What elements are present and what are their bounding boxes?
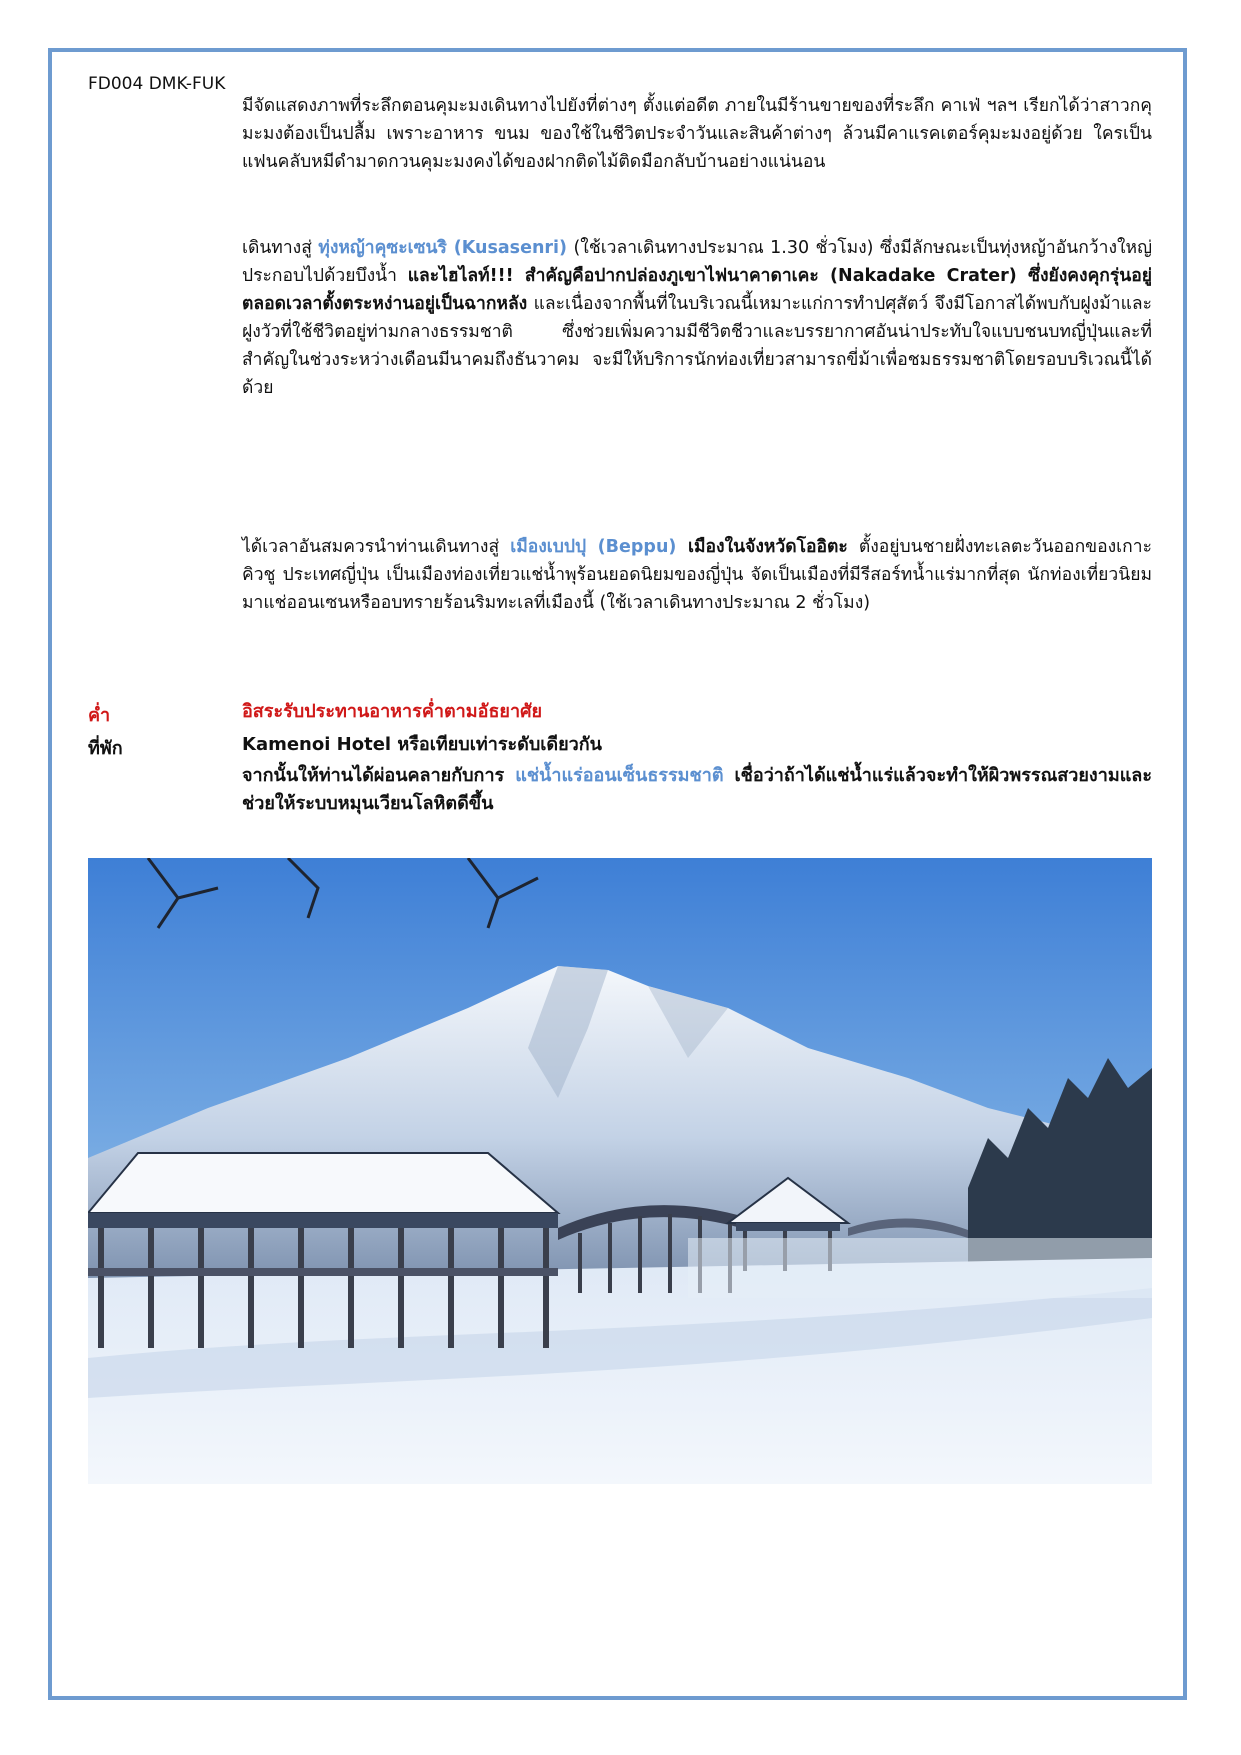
onsen-highlight: แช่น้ำแร่ออนเซ็นธรรมชาติ [515, 765, 724, 786]
hotel-line [242, 731, 1152, 759]
snow-mountain-bridge-photo [88, 858, 1152, 1484]
dinner-text: อิสระรับประทานอาหารค่ำตามอัธยาศัย [242, 701, 543, 722]
kumamon-paragraph: มีจัดแสดงภาพที่ระลึกตอนคุมะมงเดินทางไปยังที่ต่างๆ ตั้งแต่อดีต ภายในมีร้านขายของที่ระลึก คาเฟ่ ฯลฯ เรียกได้ว่าสาวกคุมะมงต้องเป็นปลื้ม เพราะอาหาร ขนม ของใช้ในชีวิตประจำวันและสินค้าต่างๆ ล้วนมีคาแรคเตอร์คุมะมงอยู่ด้วย ใครเป็นแฟนคลับหมีดำมาดกวนคุมะมงคงได้ของฝากติดไม้ติดมือกลับบ้านอย่างแน่นอน [242, 96, 1152, 172]
oita-highlight: เมืองในจังหวัดโออิตะ [676, 537, 848, 557]
kusasenri-paragraph [242, 234, 1152, 402]
hotel-label: ที่พัก [88, 738, 123, 759]
crater-highlight: และไฮไลท์!!! สำคัญคือปากปล่องภูเขาไฟนาคาดาเคะ (Nakadake Crater) ซึ่งยังคงคุกรุ่นอยู่ตลอดเวลาตั้งตระหง่านอยู่เป็นฉากหลัง [242, 266, 1152, 314]
hotel-name: Kamenoi Hotel [242, 734, 392, 755]
text: (ใช้เวลาเดินทางประมาณ 1.30 ชั่วโมง) ซึ่งมีลักษณะเป็นทุ่งหญ้าอันกว้างใหญ่ ประกอบไปด้วยบึงน้ำ [242, 238, 1152, 286]
dinner-label: ค่ำ [88, 705, 111, 726]
text: เดินทางสู่ [242, 238, 319, 258]
place-beppu: เมืองเบปปุ (Beppu) [510, 537, 677, 557]
beppu-paragraph [242, 533, 1152, 617]
text: ได้เวลาอันสมควรนำท่านเดินทางสู่ [242, 537, 511, 557]
document-code: FD004 DMK-FUK [88, 74, 226, 94]
text: และเนื่องจากพื้นที่ในบริเวณนี้เหมาะแก่การทำปศุสัตว์ จึงมีโอกาสได้พบกับฝูงม้าและฝูงวัวที่ใช้ชีวิตอยู่ท่ามกลางธรรมชาติ ซึ่งช่วยเพิ่มความมีชีวิตชีวาและบรรยากาศอันน่าประทับใจแบบชนบทญี่ปุ่นและที่สำคัญในช่วงระหว่างเดือนมีนาคมถึงธันวาคม จะมีให้บริการนักท่องเที่ยวสามารถขี่ม้าเพื่อชมธรรมชาติโดยรอบบริเวณนี้ได้ด้วย [242, 294, 1152, 398]
place-kusasenri: ทุ่งหญ้าคุซะเซนริ (Kusasenri) [318, 238, 568, 258]
text: ตั้งอยู่บนชายฝั่งทะเลตะวันออกของเกาะคิวชู ประเทศญี่ปุ่น เป็นเมืองท่องเที่ยวแช่น้ำพุร้อนยอดนิยมของญี่ปุ่น จัดเป็นเมืองที่มีรีสอร์ทน้ำแร่มากที่สุด นักท่องเที่ยวนิยมมาแช่ออนเซนหรืออบทรายร้อนริมทะเลที่เมืองนี้ (ใช้เวลาเดินทางประมาณ 2 ชั่วโมง) [242, 537, 1152, 613]
onsen-note [242, 762, 1152, 818]
text: เชื่อว่าถ้าได้แช่น้ำแร่แล้วจะทำให้ผิวพรรณสวยงามและช่วยให้ระบบหมุนเวียนโลหิตดีขึ้น [242, 765, 1152, 814]
hotel-suffix: หรือเทียบเท่าระดับเดียวกัน [391, 734, 602, 755]
text: จากนั้นให้ท่านได้ผ่อนคลายกับการ [242, 765, 516, 786]
